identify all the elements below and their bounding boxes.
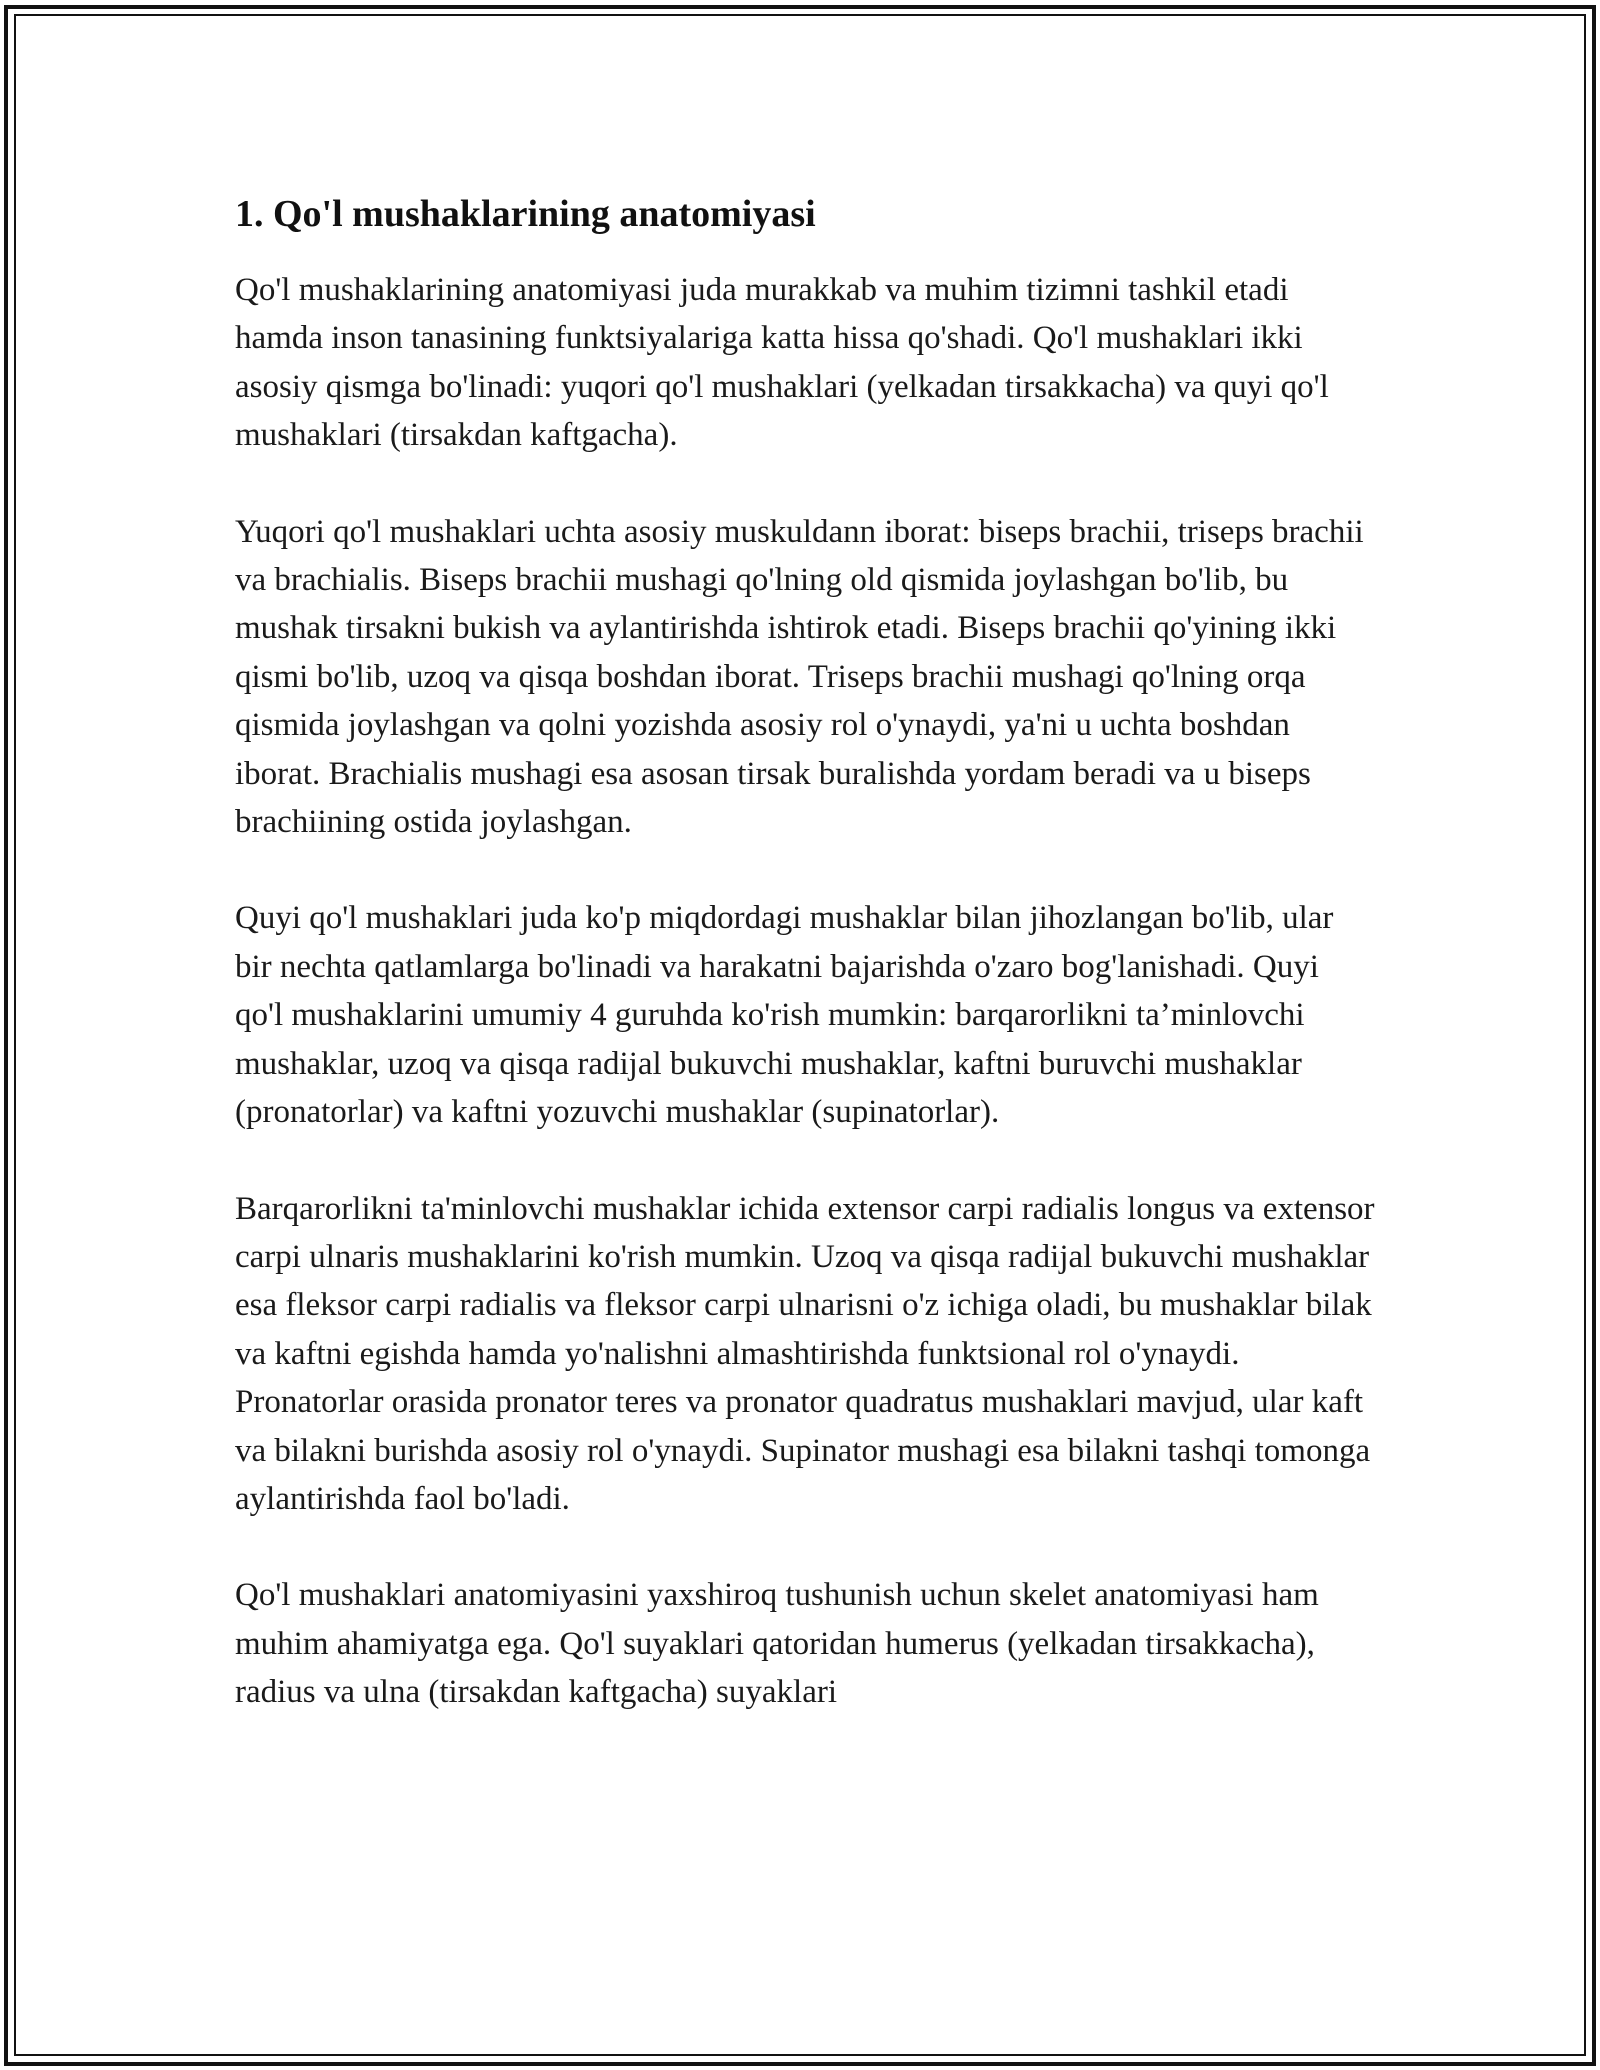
document-body xyxy=(235,186,1375,1765)
paragraph-4: Barqarorlikni ta'minlovchi mushaklar ichida extensor carpi radialis longus va extensor carpi ulnaris mushaklarini ko'rish mumkin. Uzoq va qisqa radijal bukuvchi mushaklar esa fleksor carpi radialis va fleksor carpi ulnarisni o'z ichiga oladi, bu mushaklar bilak va kaftni egishda hamda yo'nalishni almashtirishda funktsional rol o'ynaydi. Pronatorlar orasida pronator teres va pronator quadratus mushaklari mavjud, ular kaft va bilakni burishda asosiy rol o'ynaydi. Supinator mushagi esa bilakni tashqi tomonga aylantirishda faol bo'ladi. xyxy=(235,1190,1375,1517)
paragraph-1: Qo'l mushaklarining anatomiyasi juda murakkab va muhim tizimni tashkil etadi hamda inson tanasining funktsiyalariga katta hissa qo'shadi. Qo'l mushaklari ikki asosiy qismga bo'linadi: yuqori qo'l mushaklari (yelkadan tirsakkacha) va quyi qo'l mushaklari (tirsakdan kaftgacha). xyxy=(235,272,1329,454)
section-title: 1. Qo'l mushaklarining anatomiyasi xyxy=(235,193,816,235)
paragraph-5: Qo'l mushaklari anatomiyasini yaxshiroq tushunish uchun skelet anatomiyasi ham muhim ahamiyatga ega. Qo'l suyaklari qatoridan humerus (yelkadan tirsakkacha), radius va ulna (tirsakdan kaftgacha) suyaklari xyxy=(235,1577,1319,1711)
paragraph-2: Yuqori qo'l mushaklari uchta asosiy muskuldann iborat: biseps brachii, triseps brachii va brachialis. Biseps brachii mushagi qo'lning old qismida joylashgan bo'lib, bu mushak tirsakni bukish va aylantirishda ishtirok etadi. Biseps brachii qo'yining ikki qismi bo'lib, uzoq va qisqa boshdan iborat. Triseps brachii mushagi qo'lning orqa qismida joylashgan va qolni yozishda asosiy rol o'ynaydi, ya'ni u uchta boshdan iborat. Brachialis mushagi esa asosan tirsak buralishda yordam beradi va u biseps brachiining ostida joylashgan. xyxy=(235,513,1364,841)
paragraph-3: Quyi qo'l mushaklari juda ko'p miqdordagi mushaklar bilan jihozlangan bo'lib, ular bir nechta qatlamlarga bo'linadi va harakatni bajarishda o'zaro bog'lanishadi. Quyi qo'l mushaklarini umumiy 4 guruhda ko'rish mumkin: barqarorlikni ta’minlovchi mushaklar, uzoq va qisqa radijal bukuvchi mushaklar, kaftni buruvchi mushaklar (pronatorlar) va kaftni yozuvchi mushaklar (supinatorlar). xyxy=(235,900,1334,1131)
